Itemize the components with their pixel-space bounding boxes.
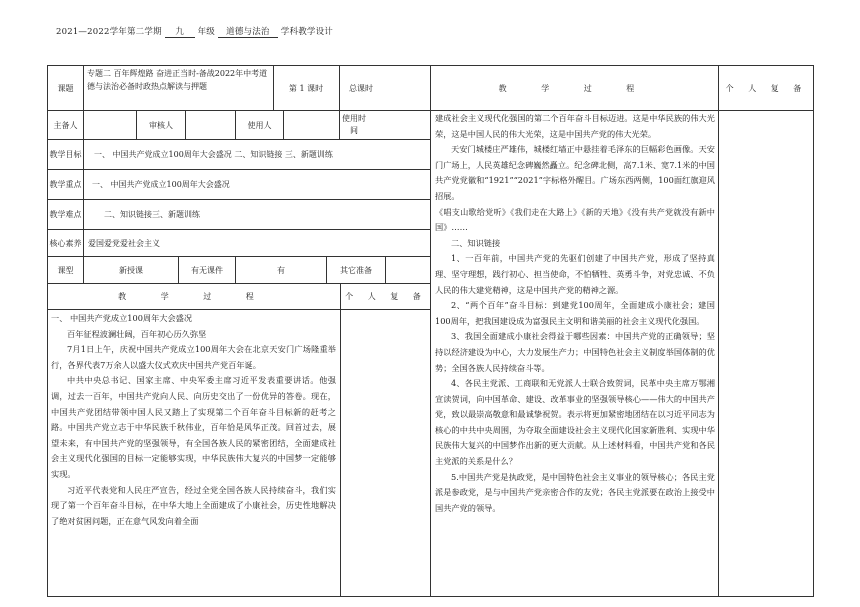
paragraph: 中共中央总书记、国家主席、中央军委主席习近平发表重要讲话。他强调，过去一百年，中国共产党向人民、向历史交出了一份优异的答卷。现在，中国共产党团结带领中国人民又踏上了实现第二个百年奋斗目标新的赶考之路。中国共产党立志于中华民族千秋伟业，百年恰是风华正茂。回首过去，展望未来，有中国共产党的坚强领导，有全国各族人民的紧密团结，全面建成社会主义现代化强国的目标一定能够实现，中华民族伟大复兴的中国梦一定能够实现。 [51,375,336,479]
grade-value: 九 [165,25,195,38]
key-points-value: 一、 中国共产党成立100周年大会盛况 [92,180,230,189]
document-header [56,25,333,38]
topic-value: 专题二 百年辉煌路 奋进正当时-备战2022年中考道德与法治必备时政热点解读与押题 [87,69,268,91]
core-literacy-label: 核心素养 [49,238,82,248]
paragraph: 习近平代表党和人民庄严宣告，经过全党全国各族人民持续奋斗，我们实现了第一个百年奋斗目标，在中华大地上全面建成了小康社会，历史性地解决了绝对贫困问题，正在意气风发向着全面 [51,484,336,526]
core-literacy-value: 爱国爱党爱社会主义 [88,238,160,248]
left-process-content [51,311,336,529]
lesson-type-label: 课型 [57,265,74,275]
session-value: 第 1 课时 [288,83,324,93]
goals-label: 教学目标 [49,150,82,159]
paragraph: 2、“两个百年”奋斗目标：到建党100周年，全面建成小康社会；建国100周年，把我国建设成为富强民主文明和谐美丽的社会主义现代化强国。 [435,300,715,326]
paragraph: 5.中国共产党是执政党，是中国特色社会主义事业的领导核心；各民主党派是参政党，是与中国共产党亲密合作的友党；各民主党派要在政治上接受中国共产党的领导。 [435,471,715,513]
left-personal-review-header: 个 人 复 备 [345,292,427,301]
paragraph: 4、各民主党派、工商联和无党派人士联合致贺词，民革中央主席万鄂湘宣读贺词，向中国革命、建设、改革事业的坚强领导核心——伟大的中国共产党，致以最崇高敬意和最诚挚祝贺。表示将更加紧密地团结在以习近平同志为核心的中共中央周围，为夺取全面建设社会主义现代化国家新胜利、实现中华民族伟大复兴的中国梦作出新的更大贡献。从上述材料看，中国共产党和各民主党派的关系是什么？ [435,378,715,467]
other-prep-label: 其它准备 [340,265,372,275]
user-label: 使用人 [247,120,272,130]
preparer-label: 主备人 [53,120,78,130]
paragraph: 《唱支山歌给党听》《我们走在大路上》《新的天地》《没有共产党就没有新中国》…… [435,206,715,233]
goals-value: 一、 中国共产党成立100周年大会盛况 二、知识链接 三、新题训练 [94,150,333,159]
header-suffix: 学科教学设计 [280,27,333,37]
topic-label: 课题 [57,83,74,93]
reviewer-label: 审核人 [149,120,173,130]
school-year: 2021—2022学年第二学期 [56,27,162,37]
total-sessions-label: 总课时 [349,83,373,93]
use-time-label: 使用时间 [342,114,366,135]
paragraph: 3、我国全面建成小康社会得益于哪些因素：中国共产党的正确领导；坚持以经济建设为中心，大力发展生产力；中国特色社会主义制度举国体制的优势；全国各族人民持续奋斗等。 [435,331,715,373]
right-process-content [435,111,715,516]
key-points-label: 教学重点 [49,180,82,189]
courseware-value: 有 [277,265,285,275]
paragraph: 百年征程波澜壮阔，百年初心历久弥坚 [67,328,207,339]
paragraph: 天安门城楼庄严雄伟，城楼红墙正中悬挂着毛泽东的巨幅彩色画像。天安门广场上，人民英雄纪念碑巍然矗立。纪念碑北侧，高7.1米、宽7.1米的中国共产党党徽和“1921”“2021”字标格外醒目。广场东西两侧，100面红旗迎风招展。 [435,144,715,201]
section-heading: 二、知识链接 [451,237,501,248]
paragraph: 7月1日上午，庆祝中国共产党成立100周年大会在北京天安门广场隆重举行，各界代表7万余人以盛大仪式欢庆中国共产党百年诞。 [51,344,336,370]
subject-value: 道德与法治 [218,25,278,38]
process-header: 教 学 过 程 [498,83,651,93]
section-heading: 一、 中国共产党成立100周年大会盛况 [51,313,193,323]
difficult-points-label: 教学难点 [49,210,82,219]
personal-review-header: 个 人 复 备 [725,83,808,93]
grade-suffix: 年级 [197,27,215,37]
paragraph: 1、一百年前，中国共产党的先驱们创建了中国共产党，形成了坚持真理、坚守理想，践行初心、担当使命，不怕牺牲、英勇斗争，对党忠诚、不负人民的伟大建党精神，这是中国共产党的精神之源。 [435,253,715,295]
lesson-type-value: 新授课 [119,265,143,275]
paragraph: 建成社会主义现代化强国的第二个百年奋斗目标迈进。这是中华民族的伟大光荣，这是中国人民的伟大光荣，这是中国共产党的伟大光荣。 [435,113,715,139]
left-process-header: 教 学 过 程 [118,292,270,301]
courseware-label: 有无课件 [191,265,223,275]
difficult-points-value: 二、知识链接三、新题训练 [104,210,200,219]
